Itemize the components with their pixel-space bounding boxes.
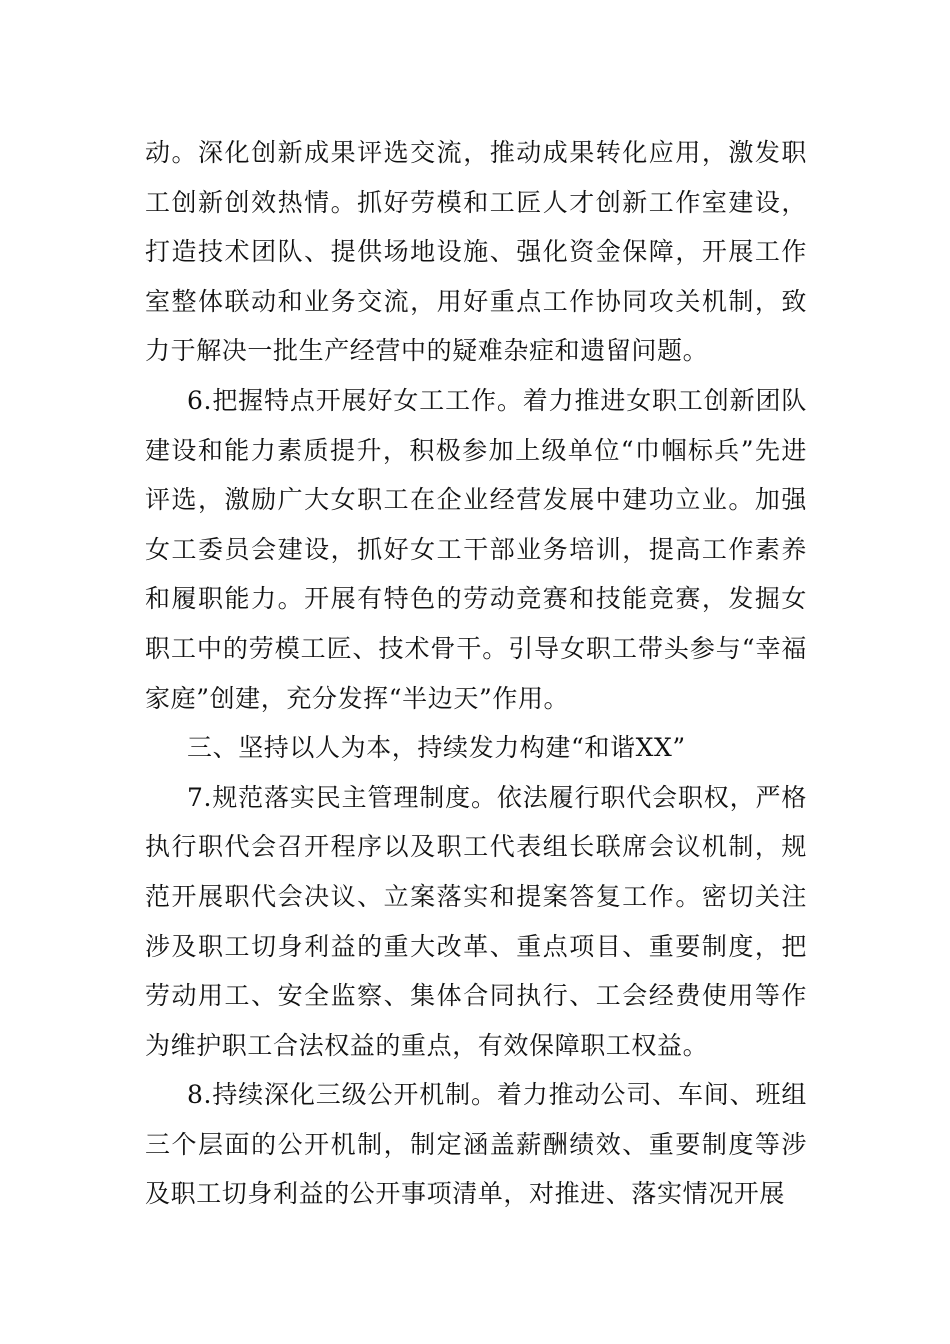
document-body <box>145 128 807 1219</box>
paragraph-item-7: 7.规范落实民主管理制度。依法履行职代会职权，严格执行职代会召开程序以及职工代表组长联席会议机制，规范开展职代会决议、立案落实和提案答复工作。密切关注涉及职工切身利益的重大改革、重点项目、重要制度，把劳动用工、安全监察、集体合同执行、工会经费使用等作为维护职工合法权益的重点，有效保障职工权益。 <box>145 782 807 1060</box>
section-heading-3: 三、坚持以人为本，持续发力构建“和谐XX” <box>187 733 686 763</box>
paragraph-continuation: 动。深化创新成果评选交流，推动成果转化应用，激发职工创新创效热情。抓好劳模和工匠人才创新工作室建设，打造技术团队、提供场地设施、强化资金保障，开展工作室整体联动和业务交流，用好重点工作协同攻关机制，致力于解决一批生产经营中的疑难杂症和遗留问题。 <box>145 138 807 366</box>
paragraph-item-6: 6.把握特点开展好女工工作。着力推进女职工创新团队建设和能力素质提升，积极参加上级单位“巾帼标兵”先进评选，激励广大女职工在企业经营发展中建功立业。加强女工委员会建设，抓好女工干部业务培训，提高工作素养和履职能力。开展有特色的劳动竞赛和技能竞赛，发掘女职工中的劳模工匠、技术骨干。引导女职工带头参与“幸福家庭”创建，充分发挥“半边天”作用。 <box>145 385 807 713</box>
paragraph-item-8: 8.持续深化三级公开机制。着力推动公司、车间、班组三个层面的公开机制，制定涵盖薪酬绩效、重要制度等涉及职工切身利益的公开事项清单，对推进、落实情况开展 <box>145 1080 807 1209</box>
